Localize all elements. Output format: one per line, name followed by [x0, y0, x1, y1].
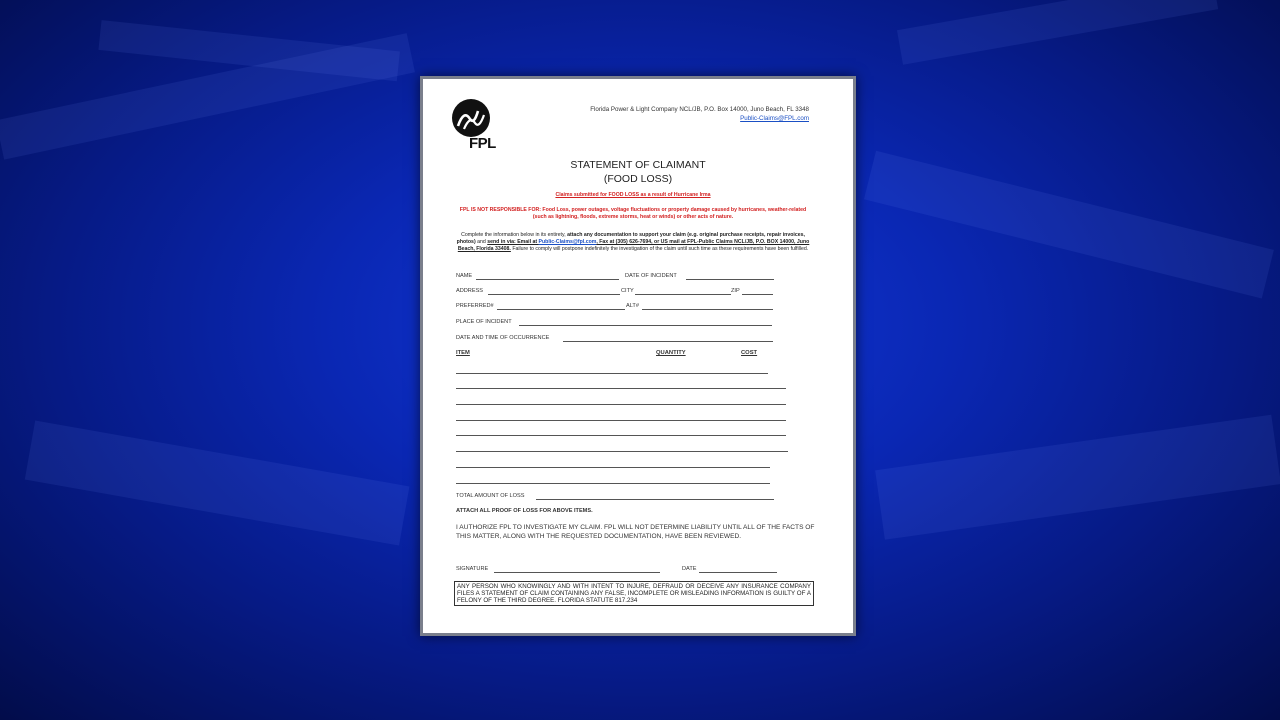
alt-phone-label: ALT#: [626, 303, 639, 309]
name-label: NAME: [456, 273, 473, 279]
instructions-text: Failure to comply will postpone indefinitely the investigation of the claim until such time as these requirements have been fulfilled.: [510, 246, 809, 252]
company-email-link[interactable]: Public-Claims@FPL.com: [740, 115, 809, 122]
total-amount-field[interactable]: [536, 499, 774, 500]
date-time-occurrence-field[interactable]: [563, 341, 773, 342]
authorization-statement: I AUTHORIZE FPL TO INVESTIGATE MY CLAIM. FPL WILL NOT DETERMINE LIABILITY UNTIL ALL OF THE FACTS OF THIS MATTER, ALONG WITH THE REQUESTED DOCUMENTATION, HAVE BEEN REVIEWED.: [456, 524, 815, 540]
preferred-phone-field[interactable]: [497, 309, 625, 310]
fpl-logo-text: FPL: [469, 135, 496, 152]
fraud-warning-box: ANY PERSON WHO KNOWINGLY AND WITH INTENT TO INJURE, DEFRAUD OR DECEIVE ANY INSURANCE COMPANY FILES A STATEMENT OF CLAIM CONTAINING ANY FALSE, INCOMPLETE OR MISLEADING INFORMATION IS GUILTY OF A FELONY OF THE THIRD DEGREE. FLORIDA STATUTE 817.234: [454, 581, 814, 606]
not-responsible-notice: FPL IS NOT RESPONSIBLE FOR: Food Loss, power outages, voltage fluctuations or property damage caused by hurricanes, weather-related (such as lightning, floods, extreme storms, heat or winds) or other acts of nature.: [459, 207, 807, 220]
form-subtitle: (FOOD LOSS): [603, 173, 673, 185]
place-of-incident-label: PLACE OF INCIDENT: [456, 319, 512, 325]
fpl-logo-icon: [452, 99, 490, 137]
item-line[interactable]: [456, 420, 786, 421]
address-line: Florida Power & Light Company NCL/JB, P.O. Box 14000, Juno Beach, FL 3348: [590, 106, 809, 113]
background-streak: [897, 0, 1218, 65]
address-field[interactable]: [488, 294, 620, 295]
background-streak: [864, 151, 1274, 299]
form-title: STATEMENT OF CLAIMANT: [570, 159, 706, 171]
background-streak: [25, 420, 410, 545]
instructions-text: and: [475, 239, 488, 245]
item-line[interactable]: [456, 451, 788, 452]
item-line[interactable]: [456, 435, 786, 436]
instructions-fax-mail: , Fax at (305) 626-7694, or US mail at FPL-Public Claims NCL/JB, P.O. BOX 14000, Juno Beach, Florida 33408.: [457, 239, 810, 252]
alt-phone-field[interactable]: [642, 309, 773, 310]
instructions-text: Complete the information below in its entirety,: [461, 232, 568, 238]
date-label: DATE: [682, 566, 697, 572]
company-address: [590, 105, 809, 123]
city-label: CITY: [621, 288, 634, 294]
zip-field[interactable]: [742, 294, 773, 295]
instructions-email-link[interactable]: Public-Claims@fpl.com: [538, 239, 597, 245]
date-field[interactable]: [699, 572, 777, 573]
item-line[interactable]: [456, 373, 768, 374]
cost-column-header: COST: [741, 350, 758, 356]
signature-label: SIGNATURE: [456, 566, 489, 572]
place-of-incident-field[interactable]: [519, 325, 772, 326]
name-field[interactable]: [476, 279, 619, 280]
address-label: ADDRESS: [456, 288, 484, 294]
city-field[interactable]: [635, 294, 731, 295]
item-column-header: ITEM: [456, 350, 470, 356]
date-of-incident-field[interactable]: [686, 279, 774, 280]
item-line[interactable]: [456, 388, 786, 389]
claim-form-document: [420, 76, 856, 636]
date-time-occurrence-label: DATE AND TIME OF OCCURRENCE: [456, 335, 550, 341]
claims-note: Claims submitted for FOOD LOSS as a result of Hurricane Irma: [555, 192, 711, 198]
instructions-bold: attach any documentation to support your claim (e.g. original purchase receipts, repair invoices, photos): [456, 232, 805, 245]
zip-label: ZIP: [731, 288, 740, 294]
item-line[interactable]: [456, 483, 770, 484]
instructions-send: send in via: Email at: [487, 239, 539, 245]
attach-proof-notice: ATTACH ALL PROOF OF LOSS FOR ABOVE ITEMS.: [456, 508, 593, 514]
item-line[interactable]: [456, 404, 786, 405]
background-streak: [875, 415, 1280, 540]
instructions-paragraph: [453, 232, 813, 253]
item-line[interactable]: [456, 467, 770, 468]
preferred-phone-label: PREFERRED#: [456, 303, 494, 309]
date-of-incident-label: DATE OF INCIDENT: [625, 273, 677, 279]
quantity-column-header: QUANTITY: [656, 350, 686, 356]
total-amount-label: TOTAL AMOUNT OF LOSS: [456, 493, 525, 499]
signature-field[interactable]: [494, 572, 660, 573]
